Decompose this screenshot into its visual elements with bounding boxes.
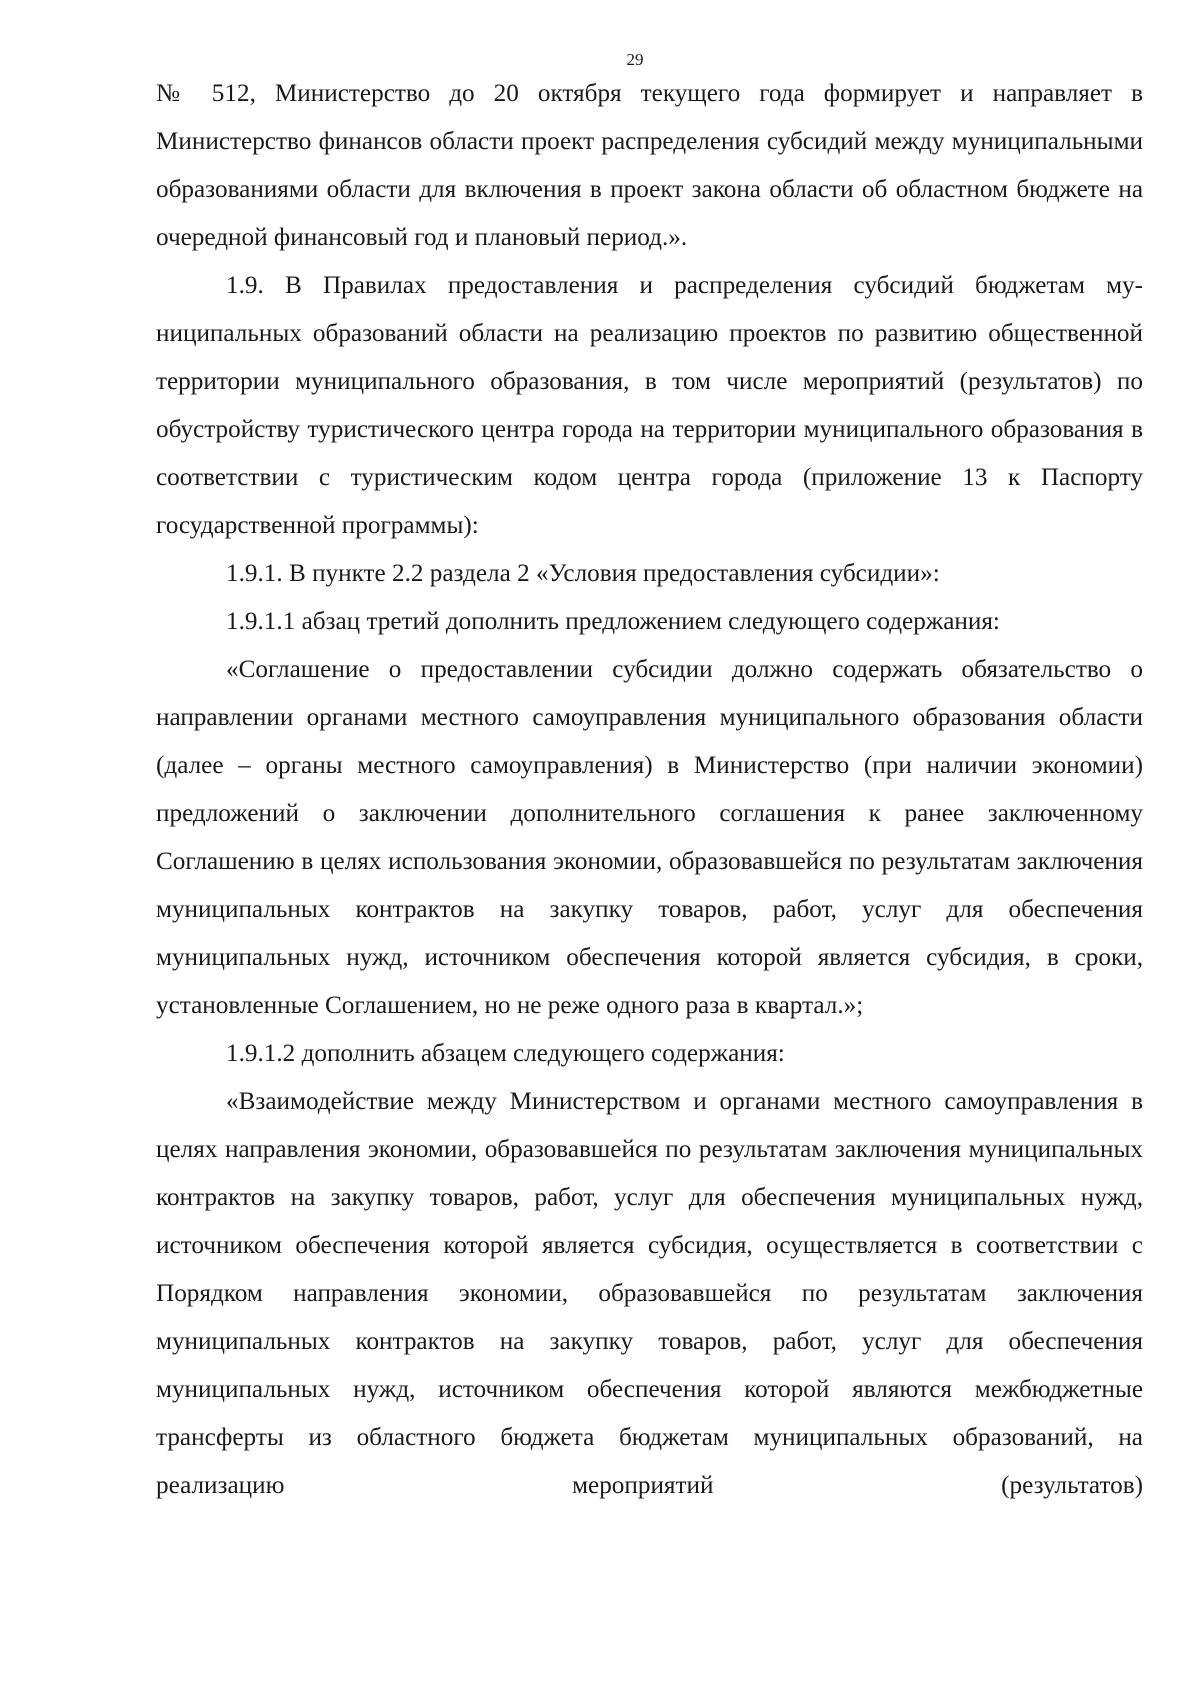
paragraph-continuation: № 512, Министерство до 20 октября текущего года формирует и направляет в Министерство финансов области проект распределения субсидий между муниципальными образованиями области для включения в проект закона области об областном бюджете на очередной финансовый год и плановый период.». (156, 80, 1143, 251)
paragraph-1-9-1-1: 1.9.1.1 абзац третий дополнить предложением следующего содержания: (226, 608, 1000, 635)
paragraph-1-9: 1.9. В Правилах предоставления и распределения субсидий бюджетам муниципальных образований области на реализацию проектов по развитию общественной территории муниципального образования, в том числе мероприятий (результатов) по обустройству туристического центра города на территории муниципального образования в соответствии с туристическим кодом центра города (приложение 13 к Паспорту государственной программы): (156, 272, 1143, 539)
paragraph-interaction-quote: «Взаимодействие между Министерством и органами местного самоуправления в целях направления экономии, образовавшейся по результатам заключения муниципальных контрактов на закупку товаров, работ, услуг для обеспечения муниципальных нужд, источником обеспечения которой является субсидия, осуществляется в соответствии с Порядком направления экономии, образовавшейся по результатам заключения муниципальных контрактов на закупку товаров, работ, услуг для обеспечения муниципальных нужд, источником обеспечения которой являются межбюджетные трансферты из областного бюджета бюджетам муниципальных образований, на реализацию мероприятий (результатов) (156, 1088, 1143, 1499)
document-body (156, 70, 1143, 1510)
paragraph-1-9-1-2: 1.9.1.2 дополнить абзацем следующего содержания: (226, 1040, 785, 1067)
page-number: 29 (626, 50, 644, 69)
paragraph-1-9-1: 1.9.1. В пункте 2.2 раздела 2 «Условия предоставления субсидии»: (226, 560, 940, 587)
paragraph-agreement-quote: «Соглашение о предоставлении субсидии должно содержать обязательство о направлении органами местного самоуправления муниципального образования области (далее – органы местного самоуправления) в Министерство (при наличии экономии) предложений о заключении дополнительного соглашения к ранее заключенному Соглашению в целях использования экономии, образовавшейся по результатам заключения муниципальных контрактов на закупку товаров, работ, услуг для обеспечения муниципальных нужд, источником обеспечения которой является субсидия, в сроки, установленные Соглашением, но не реже одного раза в квартал.»; (156, 656, 1143, 1019)
